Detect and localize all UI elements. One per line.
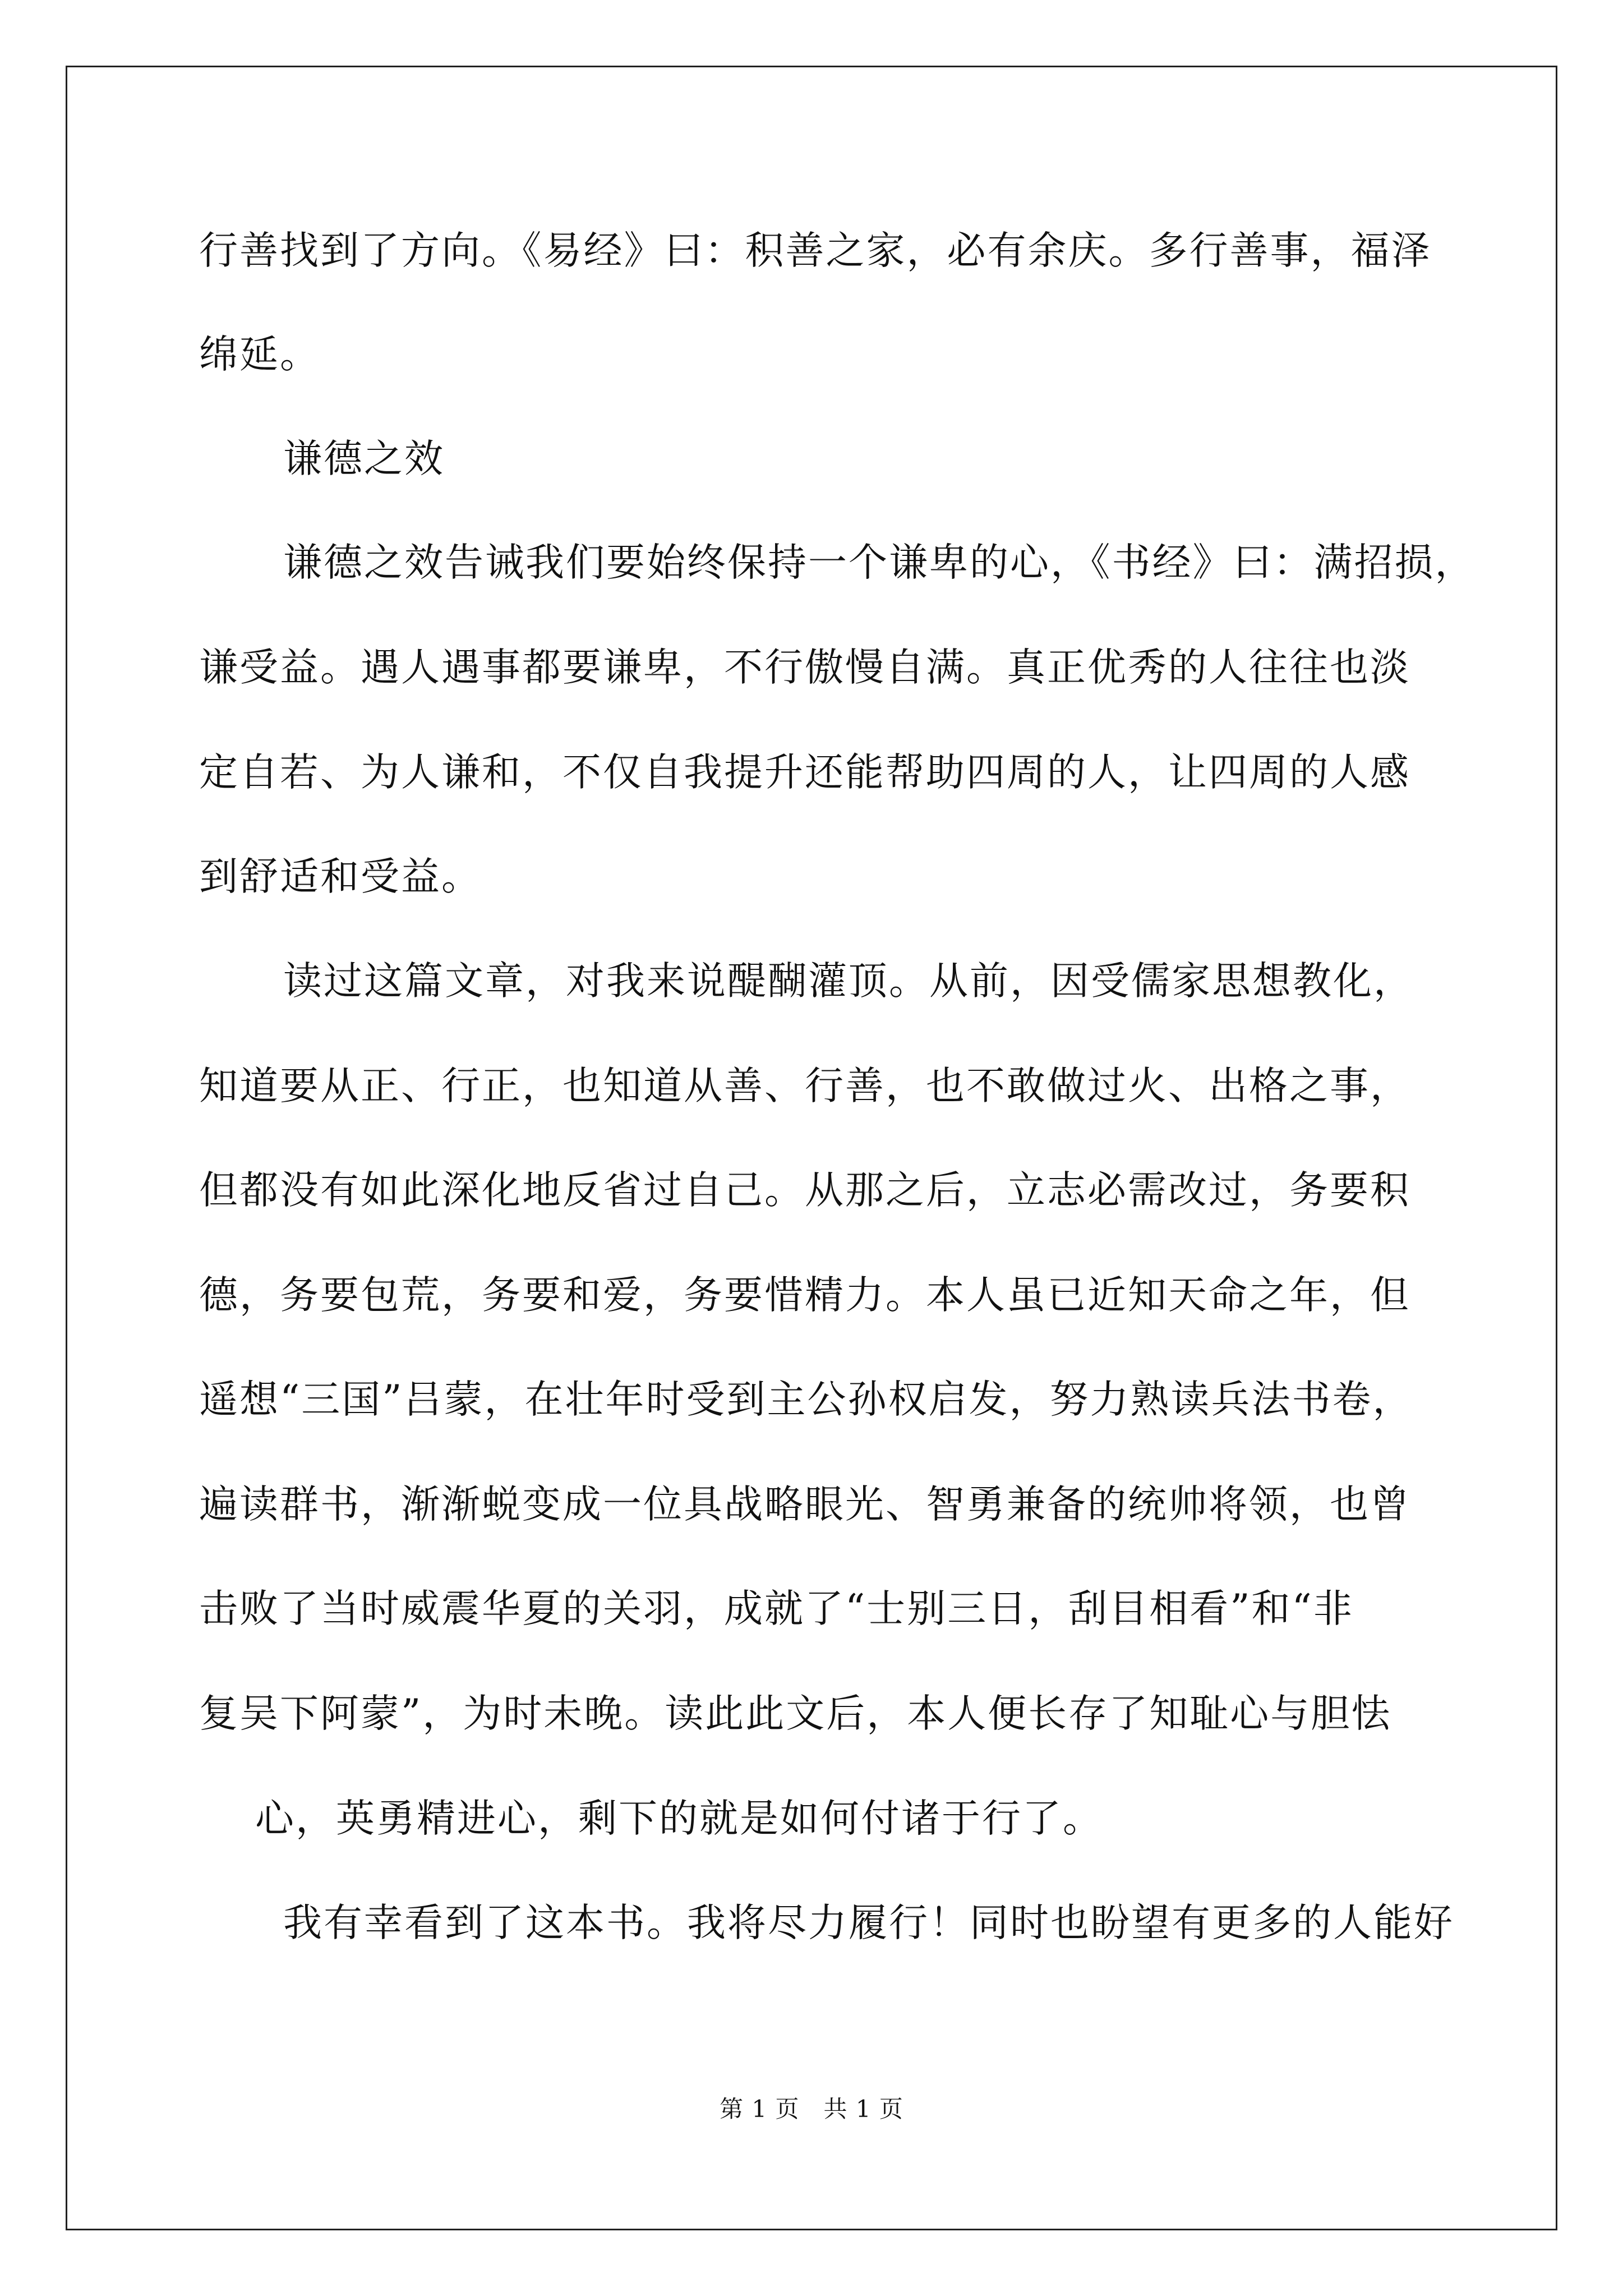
text-line-6: 定自若、为人谦和，不仅自我提升还能帮助四周的人，让四周的人感 bbox=[199, 750, 1410, 795]
text-line-13: 遍读群书，渐渐蜕变成一位具战略眼光、智勇兼备的统帅将领，也曾 bbox=[199, 1482, 1410, 1527]
text-line-4: 谦德之效告诫我们要始终保持一个谦卑的心，《书经》曰：满招损， bbox=[283, 540, 1476, 585]
text-line-7: 到舒适和受益。 bbox=[199, 854, 482, 899]
text-line-15: 复吴下阿蒙”，为时未晚。读此此文后，本人便长存了知耻心与胆怯 bbox=[199, 1691, 1392, 1736]
text-line-11: 德，务要包荒，务要和爱，务要惜精力。本人虽已近知天命之年，但 bbox=[199, 1273, 1410, 1318]
text-line-8: 读过这篇文章，对我来说醍醐灌顶。从前，因受儒家思想教化， bbox=[283, 959, 1414, 1004]
section-heading: 谦德之效 bbox=[283, 436, 445, 481]
page-footer: 第 1 页 共 1 页 bbox=[720, 2095, 903, 2123]
text-line-2: 绵延。 bbox=[199, 332, 320, 377]
text-line-5: 谦受益。遇人遇事都要谦卑，不行傲慢自满。真正优秀的人往往也淡 bbox=[199, 645, 1410, 690]
text-line-9: 知道要从正、行正，也知道从善、行善，也不敢做过火、出格之事， bbox=[199, 1064, 1410, 1108]
text-line-1: 行善找到了方向。《易经》曰：积善之家，必有余庆。多行善事，福泽 bbox=[199, 228, 1432, 273]
text-line-12: 遥想“三国”吕蒙，在壮年时受到主公孙权启发，努力熟读兵法书卷， bbox=[199, 1377, 1413, 1422]
text-line-10: 但都没有如此深化地反省过自己。从那之后，立志必需改过，务要积 bbox=[199, 1168, 1410, 1213]
text-line-16: 心，英勇精进心，剩下的就是如何付诸于行了。 bbox=[255, 1796, 1103, 1841]
text-line-17: 我有幸看到了这本书。我将尽力履行！同时也盼望有更多的人能好 bbox=[283, 1901, 1454, 1945]
text-line-14: 击败了当时威震华夏的关羽，成就了“士别三日，刮目相看”和“非 bbox=[199, 1586, 1354, 1631]
